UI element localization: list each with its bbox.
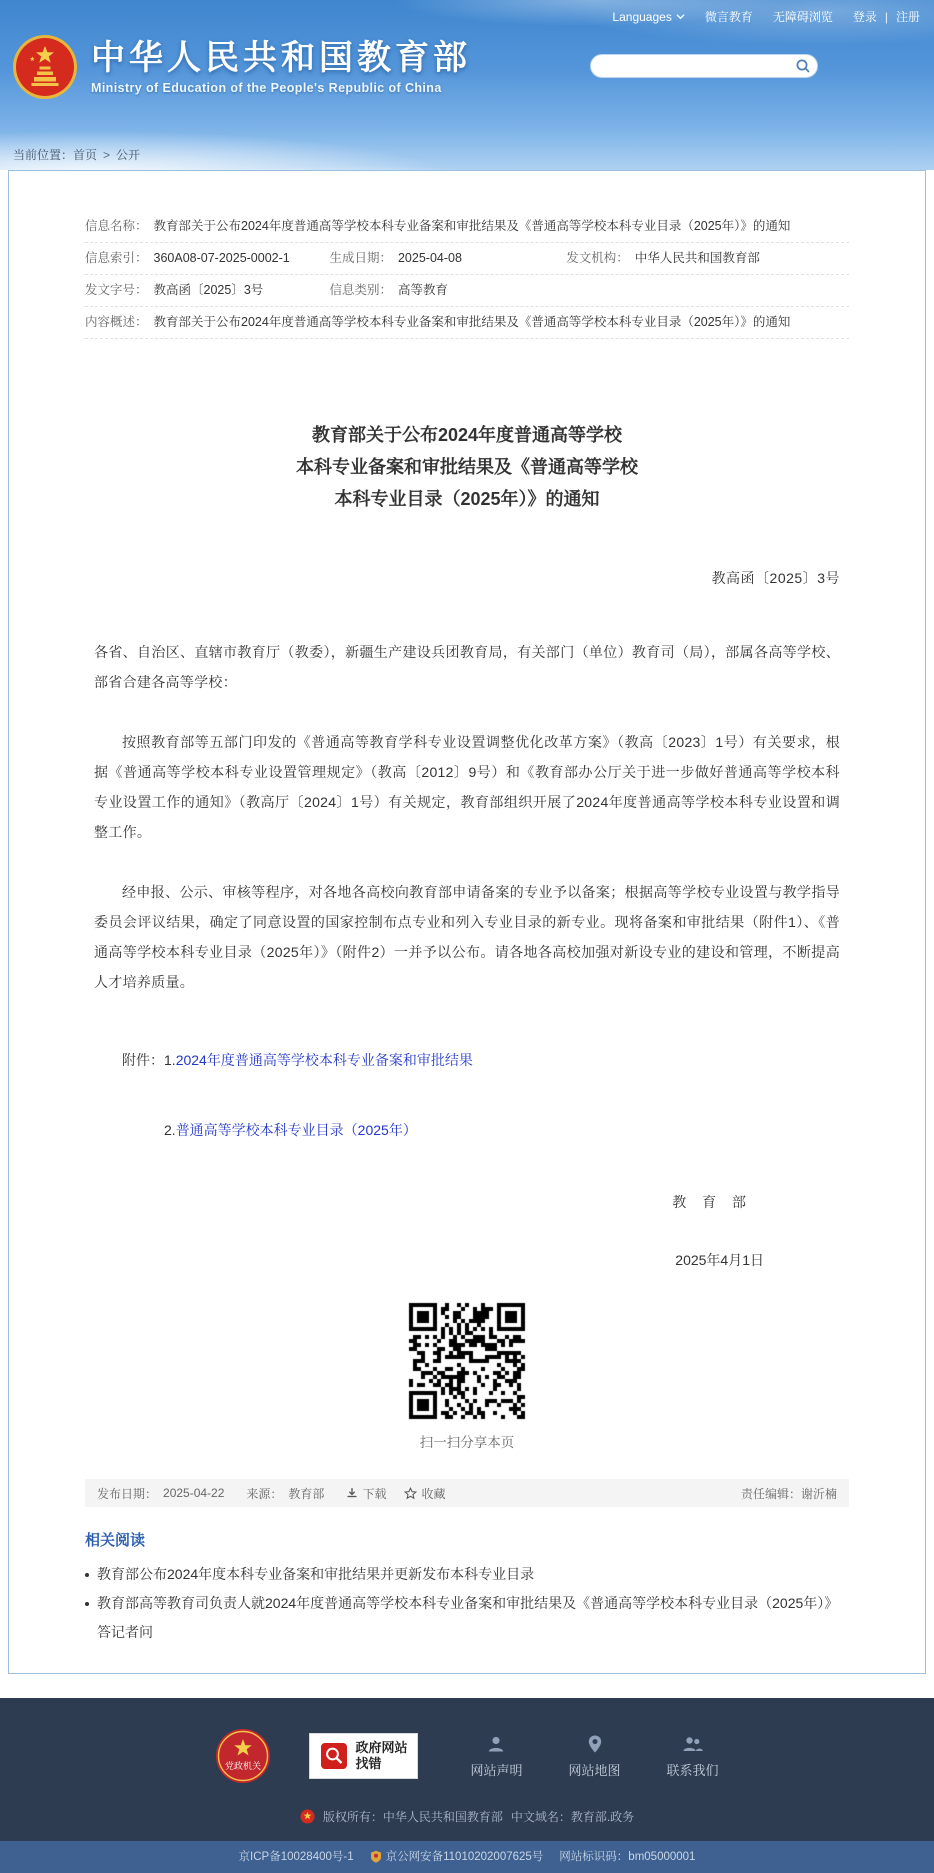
related-item-link-1[interactable]: 教育部公布2024年度本科专业备案和审批结果并更新发布本科专业目录 bbox=[97, 1566, 535, 1582]
attachment-2-number: 2. bbox=[164, 1122, 176, 1138]
party-gov-badge[interactable] bbox=[215, 1728, 271, 1784]
publish-date-value: 2025-04-22 bbox=[163, 1486, 225, 1500]
topbar-divider: | bbox=[884, 9, 888, 24]
breadcrumb-home[interactable]: 首页 bbox=[73, 148, 98, 162]
languages-menu[interactable] bbox=[612, 10, 684, 24]
search-input[interactable] bbox=[603, 56, 792, 76]
paragraph-addressees: 各省、自治区、直辖市教育厅（教委），新疆生产建设兵团教育局，有关部门（单位）教育司（局），部属各高等学校、部省合建各高等学校： bbox=[94, 644, 840, 690]
national-emblem-logo bbox=[12, 34, 78, 100]
meta-docno-value: 教高函〔2025〕3号 bbox=[153, 283, 264, 297]
site-error-report-badge[interactable] bbox=[309, 1733, 418, 1780]
footer-copyright: 版权所有：中华人民共和国教育部 bbox=[322, 1810, 503, 1824]
footer-nav-sitemap-label: 网站地图 bbox=[568, 1762, 621, 1778]
editor-name: 谢沂楠 bbox=[800, 1486, 837, 1501]
attachments-label: 附件： bbox=[122, 1052, 164, 1068]
error-badge-line2: 找错 bbox=[355, 1756, 382, 1771]
footer-icp: 京ICP备10028400号-1 bbox=[238, 1851, 354, 1863]
site-header bbox=[0, 0, 934, 170]
meta-gendate-label: 生成日期： bbox=[329, 251, 392, 265]
site-footer bbox=[0, 1698, 934, 1873]
error-badge-line1: 政府网站 bbox=[355, 1739, 408, 1755]
meta-category-label: 信息类别： bbox=[329, 283, 392, 297]
paragraph-basis: 按照教育部等五部门印发的《普通高等教育学科专业设置调整优化改革方案》（教高〔2023〕1号）有关要求，根据《普通高等学校本科专业设置管理规定》（教高〔2012〕9号）和《教育部办公厅关于进一步做好普通高等学校本科专业设置工作的通知》（教高厅〔2024〕1号）有关规定，教育部组织开展了2024年度普通高等学校本科专业设置和调整工作。 bbox=[94, 734, 840, 840]
document-title-line1: 教育部关于公布2024年度普通高等学校 bbox=[311, 425, 623, 445]
breadcrumb-separator: > bbox=[103, 148, 111, 162]
map-pin-icon bbox=[585, 1734, 605, 1754]
meta-gendate-value: 2025-04-08 bbox=[397, 251, 462, 265]
security-shield-icon bbox=[370, 1850, 382, 1863]
search-box bbox=[590, 54, 818, 78]
party-gov-badge-label: 党政机关 bbox=[225, 1761, 262, 1771]
document-number: 教高函〔2025〕3号 bbox=[711, 570, 840, 586]
download-label: 下载 bbox=[362, 1486, 387, 1501]
top-utility-bar bbox=[612, 8, 920, 25]
meta-category-value: 高等教育 bbox=[397, 283, 448, 297]
error-magnifier-icon bbox=[320, 1742, 348, 1770]
star-icon bbox=[404, 1487, 417, 1500]
site-title-block bbox=[91, 39, 471, 95]
publish-info-bar bbox=[85, 1479, 849, 1507]
languages-label: Languages bbox=[612, 9, 672, 24]
related-item-link-2[interactable]: 教育部高等教育司负责人就2024年度普通高等学校本科专业备案和审批结果及《普通高等学校本科专业目录（2025年）》答记者问 bbox=[97, 1595, 839, 1640]
meta-issuer-value: 中华人民共和国教育部 bbox=[634, 251, 760, 265]
related-reading-list bbox=[85, 1560, 849, 1647]
publish-date-label: 发布日期： bbox=[97, 1486, 158, 1501]
chevron-down-icon bbox=[676, 12, 685, 21]
register-link[interactable]: 注册 bbox=[895, 10, 920, 24]
attachment-row-1 bbox=[94, 1045, 840, 1075]
download-icon bbox=[346, 1487, 358, 1499]
document-title-line2: 本科专业备案和审批结果及《普通高等学校 bbox=[296, 457, 638, 477]
meta-docno-label: 发文字号： bbox=[85, 283, 148, 297]
footer-nav bbox=[470, 1734, 718, 1779]
footer-nav-statement-label: 网站声明 bbox=[470, 1762, 523, 1778]
meta-row-name bbox=[85, 211, 849, 243]
footer-nav-contact-label: 联系我们 bbox=[666, 1762, 719, 1778]
related-item bbox=[85, 1560, 849, 1589]
footer-site-code: 网站标识码：bm05000001 bbox=[559, 1851, 696, 1863]
footer-registration-strip bbox=[0, 1841, 934, 1873]
login-link[interactable]: 登录 bbox=[852, 10, 877, 24]
footer-security-seg bbox=[370, 1848, 544, 1864]
source-value: 教育部 bbox=[288, 1486, 325, 1501]
source-label: 来源： bbox=[246, 1486, 283, 1501]
footer-security: 京公网安备11010202007625号 bbox=[385, 1851, 544, 1863]
attachment-row-2 bbox=[94, 1115, 840, 1145]
favorite-label: 收藏 bbox=[421, 1486, 446, 1501]
paragraph-results: 经申报、公示、审核等程序，对各地各高校向教育部申请备案的专业予以备案；根据高等学校专业设置与教学指导委员会评议结果，确定了同意设置的国家控制布点专业和列入专业目录的新专业。现将备案和审批结果（附件1）、《普通高等学校本科专业目录（2025年）》（附件2）一并予以公布。请各地各高校加强对新设专业的建设和管理，不断提高人才培养质量。 bbox=[94, 884, 840, 990]
breadcrumb-section[interactable]: 公开 bbox=[116, 148, 141, 162]
document-meta bbox=[9, 171, 925, 347]
search-button[interactable] bbox=[792, 55, 814, 77]
site-title: 中华人民共和国教育部 bbox=[91, 38, 471, 77]
related-item bbox=[85, 1589, 849, 1647]
qr-share-block bbox=[94, 1297, 840, 1451]
people-icon bbox=[682, 1734, 704, 1754]
related-reading-title: 相关阅读 bbox=[85, 1532, 146, 1549]
meta-row-summary bbox=[85, 307, 849, 339]
site-logo-block[interactable] bbox=[12, 34, 471, 100]
footer-badges-row bbox=[0, 1728, 934, 1784]
document-date: 2025年4月1日 bbox=[675, 1252, 764, 1268]
meta-index-value: 360A08-07-2025-0002-1 bbox=[153, 251, 290, 265]
meta-name-value: 教育部关于公布2024年度普通高等学校本科专业备案和审批结果及《普通高等学校本科专业目录（2025年）》的通知 bbox=[153, 219, 791, 233]
footer-nav-sitemap[interactable] bbox=[569, 1734, 621, 1779]
footer-nav-contact[interactable] bbox=[667, 1734, 719, 1779]
attachment-1-number: 1. bbox=[164, 1052, 176, 1068]
meta-row-docno bbox=[85, 275, 849, 307]
content-card bbox=[8, 170, 926, 1674]
signature: 教 育 部 bbox=[672, 1194, 752, 1210]
footer-copyright-row bbox=[0, 1808, 934, 1841]
mini-emblem-icon bbox=[300, 1809, 315, 1824]
document-body bbox=[9, 419, 925, 1451]
related-reading bbox=[9, 1507, 925, 1647]
qr-caption: 扫一扫分享本页 bbox=[419, 1435, 515, 1450]
document-title-line3: 本科专业目录（2025年）》的通知 bbox=[334, 489, 600, 509]
footer-nav-statement[interactable] bbox=[470, 1734, 522, 1779]
meta-issuer-label: 发文机构： bbox=[566, 251, 629, 265]
accessibility-link[interactable]: 无障碍浏览 bbox=[772, 10, 833, 24]
wechat-edu-link[interactable]: 微言教育 bbox=[704, 10, 753, 24]
document-title bbox=[94, 419, 840, 515]
download-button[interactable] bbox=[346, 1485, 386, 1502]
breadcrumb bbox=[13, 146, 140, 163]
person-icon bbox=[486, 1734, 506, 1754]
attachment-1-link[interactable]: 2024年度普通高等学校本科专业备案和审批结果 bbox=[175, 1052, 473, 1068]
qr-code bbox=[403, 1297, 531, 1425]
favorite-button[interactable] bbox=[404, 1485, 445, 1502]
site-subtitle: Ministry of Education of the People's Republic of China bbox=[91, 81, 442, 96]
meta-name-label: 信息名称： bbox=[85, 219, 148, 233]
search-icon bbox=[795, 58, 811, 74]
meta-summary-value: 教育部关于公布2024年度普通高等学校本科专业备案和审批结果及《普通高等学校本科专业目录（2025年）》的通知 bbox=[153, 315, 791, 329]
breadcrumb-label: 当前位置： bbox=[13, 148, 74, 162]
attachment-2-link[interactable]: 普通高等学校本科专业目录（2025年） bbox=[175, 1122, 417, 1138]
meta-summary-label: 内容概述： bbox=[85, 315, 148, 329]
editor-label: 责任编辑： bbox=[740, 1486, 801, 1501]
meta-index-label: 信息索引： bbox=[85, 251, 148, 265]
meta-row-index bbox=[85, 243, 849, 275]
footer-domain: 中文域名：教育部.政务 bbox=[510, 1810, 635, 1824]
